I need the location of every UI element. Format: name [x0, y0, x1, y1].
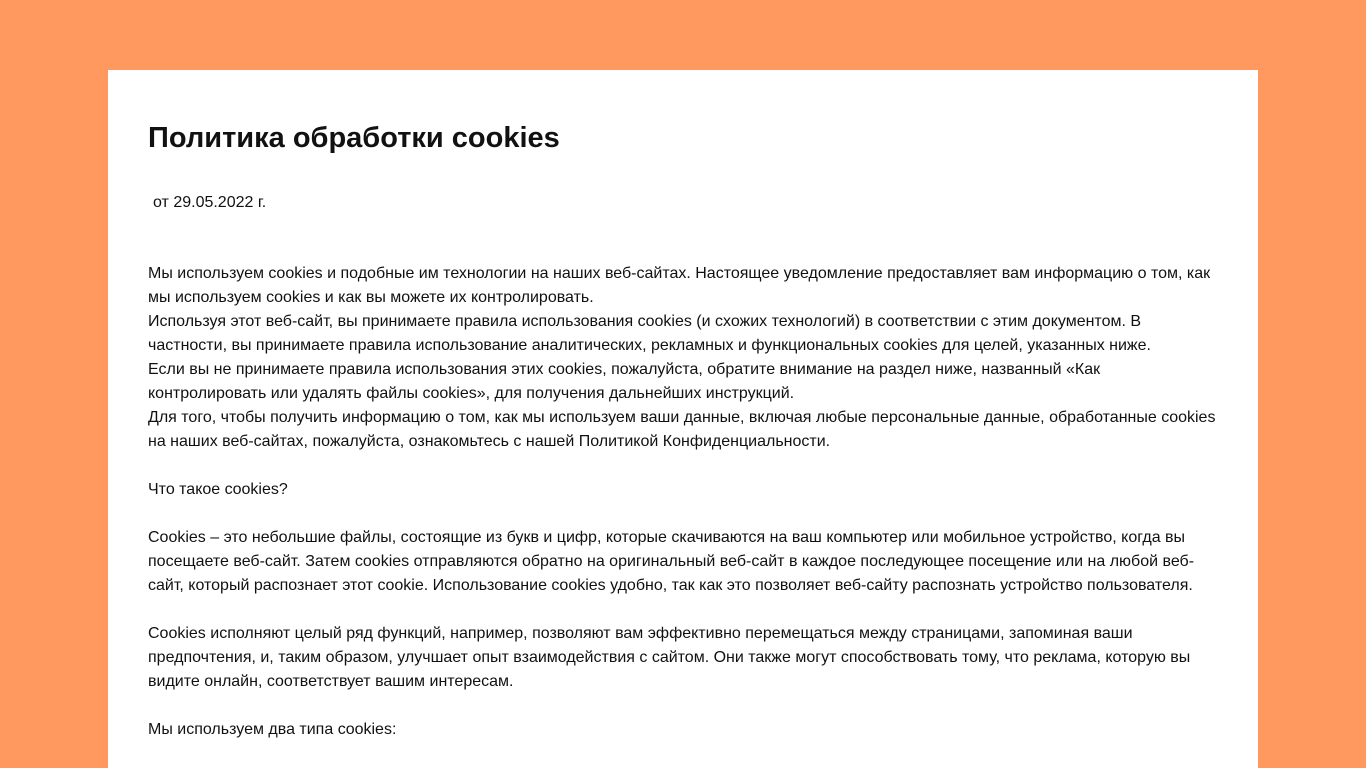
paragraph-spacer	[148, 454, 1220, 478]
page-title: Политика обработки cookies	[148, 122, 560, 154]
body-paragraph: Мы используем два типа cookies:	[148, 721, 397, 738]
section-heading: Что такое cookies?	[148, 481, 288, 498]
intro-paragraph: Для того, чтобы получить информацию о том, как мы используем ваши данные, включая любые персональные данные, обработанные cookies на наших веб-сайтах, пожалуйста, ознакомьтесь с нашей Политикой Конфиденциальности.	[148, 409, 1216, 450]
body-paragraph: Cookies – это небольшие файлы, состоящие из букв и цифр, которые скачиваются на ваш компьютер или мобильное устройство, когда вы посещаете веб-сайт. Затем cookies отправляются обратно на оригинальный веб-сайт в каждое последующее посещение или на любой веб-сайт, который распознает этот cookie. Использование cookies удобно, так как это позволяет веб-сайту распознать устройство пользователя.	[148, 529, 1195, 594]
intro-paragraph: Мы используем cookies и подобные им технологии на наших веб-сайтах. Настоящее уведомление предоставляет вам информацию о том, как мы используем cookies и как вы можете их контролировать.	[148, 265, 1211, 306]
paragraph-spacer	[148, 502, 1220, 526]
intro-paragraph: Используя этот веб-сайт, вы принимаете правила использования cookies (и схожих технологий) в соответствии с этим документом. В частности, вы принимаете правила использование аналитических, рекламных и функциональных cookies для целей, указанных ниже.	[148, 313, 1151, 354]
paragraph-spacer	[148, 694, 1220, 718]
policy-card	[108, 70, 1258, 768]
intro-paragraph: Если вы не принимаете правила использования этих cookies, пожалуйста, обратите внимание на раздел ниже, названный «Как контролировать или удалять файлы cookies», для получения дальнейших инструкций.	[148, 361, 1101, 402]
policy-body	[148, 262, 1220, 742]
body-paragraph: Cookies исполняют целый ряд функций, например, позволяют вам эффективно перемещаться между страницами, запоминая ваши предпочтения, и, таким образом, улучшает опыт взаимодействия с сайтом. Они также могут способствовать тому, что реклама, которую вы видите онлайн, соответствует вашим интересам.	[148, 625, 1191, 690]
policy-date: от 29.05.2022 г.	[153, 194, 267, 211]
paragraph-spacer	[148, 598, 1220, 622]
